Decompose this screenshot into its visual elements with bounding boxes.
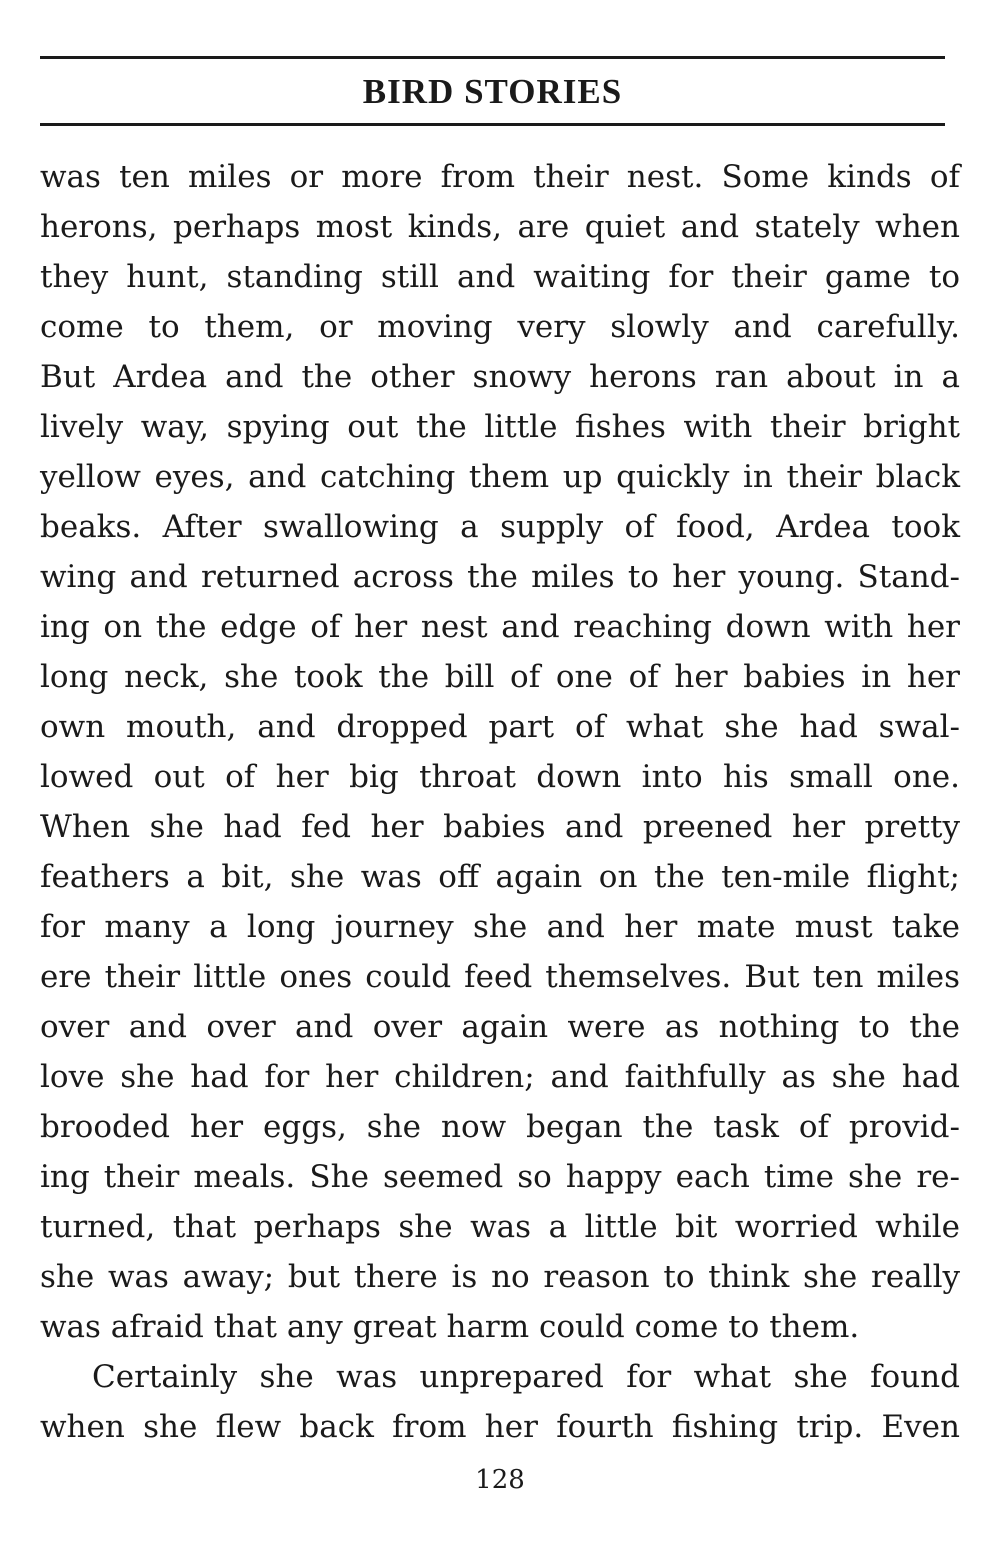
text-line: ere their little ones could feed themselves. But ten miles <box>40 959 960 995</box>
text-line: come to them, or moving very slowly and carefully. <box>40 309 960 345</box>
text-line: When she had fed her babies and preened her pretty <box>40 809 960 845</box>
header-rule-top <box>40 56 945 59</box>
text-line: yellow eyes, and catching them up quickly in their black <box>40 459 960 495</box>
text-line: But Ardea and the other snowy herons ran about in a <box>40 359 960 395</box>
text-line: over and over and over again were as nothing to the <box>40 1009 960 1045</box>
text-line: she was away; but there is no reason to think she really <box>40 1259 960 1295</box>
text-line: they hunt, standing still and waiting for their game to <box>40 259 960 295</box>
text-line: feathers a bit, she was off again on the ten-mile flight; <box>40 859 960 895</box>
text-line: when she flew back from her fourth fishing trip. Even <box>40 1409 960 1445</box>
text-line: long neck, she took the bill of one of her babies in her <box>40 659 960 695</box>
text-line: love she had for her children; and faithfully as she had <box>40 1059 960 1095</box>
header-rule-bottom <box>40 123 945 126</box>
text-line: turned, that perhaps she was a little bit worried while <box>40 1209 960 1245</box>
text-line: was afraid that any great harm could come to them. <box>40 1309 860 1345</box>
text-line: wing and returned across the miles to her young. Stand- <box>40 559 960 595</box>
text-line: lively way, spying out the little fishes with their bright <box>40 409 960 445</box>
text-line: ing their meals. She seemed so happy each time she re- <box>40 1159 960 1195</box>
page-number: 128 <box>475 1465 525 1495</box>
text-line: beaks. After swallowing a supply of food, Ardea took <box>40 509 960 545</box>
text-line: brooded her eggs, she now began the task of provid- <box>40 1109 960 1145</box>
running-head: BIRD STORIES <box>362 72 623 111</box>
text-line: ing on the edge of her nest and reaching down with her <box>40 609 960 645</box>
body-text <box>40 152 960 1452</box>
text-line: lowed out of her big throat down into his small one. <box>40 759 960 795</box>
text-line: Certainly she was unprepared for what she found <box>92 1359 960 1395</box>
text-line: own mouth, and dropped part of what she had swal- <box>40 709 960 745</box>
text-line: for many a long journey she and her mate must take <box>40 909 960 945</box>
text-line: was ten miles or more from their nest. Some kinds of <box>40 159 960 195</box>
text-line: herons, perhaps most kinds, are quiet and stately when <box>40 209 960 245</box>
